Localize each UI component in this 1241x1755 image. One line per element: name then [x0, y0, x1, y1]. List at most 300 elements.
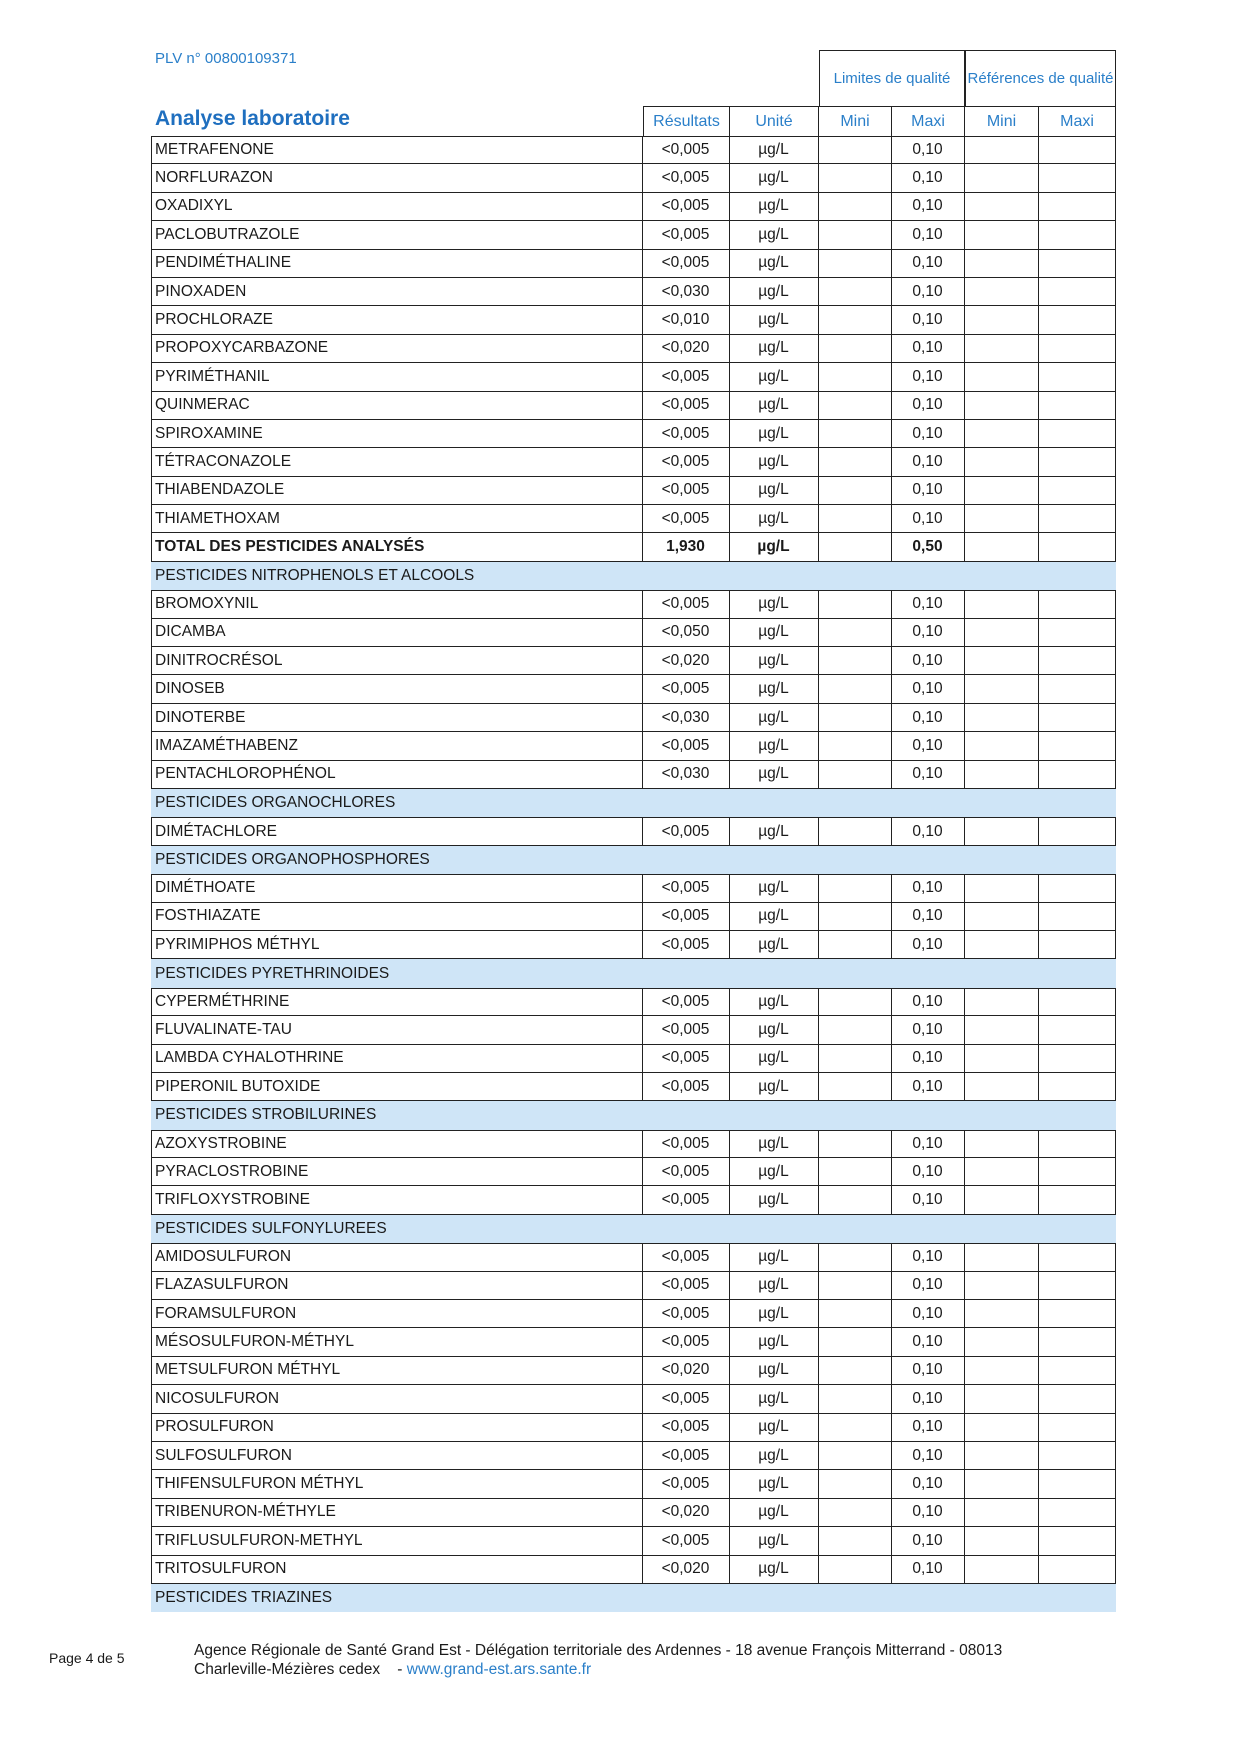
table-row — [151, 1073, 1116, 1101]
table-row — [151, 732, 1116, 760]
ref-max-cell — [1039, 619, 1116, 646]
col-limites-maxi: Maxi — [892, 106, 965, 136]
table-row — [151, 1442, 1116, 1470]
ref-max-cell — [1039, 591, 1116, 617]
parameter-name-cell: DIMÉTHOATE — [152, 875, 643, 901]
result-cell: <0,005 — [643, 1131, 730, 1157]
unit-cell: µg/L — [730, 420, 819, 447]
limit-min-cell — [819, 1045, 892, 1072]
ref-min-cell — [965, 1045, 1039, 1072]
table-row — [151, 363, 1116, 391]
limit-min-cell — [819, 448, 892, 475]
limit-max-cell: 0,10 — [892, 448, 965, 475]
parameter-name-cell: PROPOXYCARBAZONE — [152, 335, 643, 362]
section-header-label: PESTICIDES ORGANOCHLORES — [155, 794, 396, 812]
table-row — [151, 675, 1116, 703]
ref-max-cell — [1039, 1158, 1116, 1185]
ref-min-cell — [965, 363, 1039, 390]
parameter-name-cell: NORFLURAZON — [152, 164, 643, 191]
table-row — [151, 874, 1116, 902]
unit-cell: µg/L — [730, 675, 819, 702]
limit-min-cell — [819, 363, 892, 390]
limit-max-cell: 0,10 — [892, 1244, 965, 1270]
limit-min-cell — [819, 1131, 892, 1157]
col-refs-mini: Mini — [965, 106, 1039, 136]
unit-cell: µg/L — [730, 1527, 819, 1554]
limit-max-cell: 0,10 — [892, 1357, 965, 1384]
limit-min-cell — [819, 989, 892, 1015]
limit-max-cell: 0,10 — [892, 363, 965, 390]
parameter-name-cell: PYRIMIPHOS MÉTHYL — [152, 931, 643, 958]
limit-max-cell: 0,10 — [892, 931, 965, 958]
footer-line-2 — [194, 1660, 1002, 1679]
result-cell: <0,005 — [643, 1186, 730, 1213]
ref-min-cell — [965, 619, 1039, 646]
ref-min-cell — [965, 1244, 1039, 1270]
parameter-name-cell: AZOXYSTROBINE — [152, 1131, 643, 1157]
result-cell: <0,020 — [643, 647, 730, 674]
table-row — [151, 704, 1116, 732]
unit-cell: µg/L — [730, 647, 819, 674]
parameter-name-cell: PENTACHLOROPHÉNOL — [152, 761, 643, 788]
limit-min-cell — [819, 732, 892, 759]
total-row — [151, 533, 1116, 561]
parameter-name-cell: METSULFURON MÉTHYL — [152, 1357, 643, 1384]
ref-max-cell — [1039, 989, 1116, 1015]
section-header-label: PESTICIDES TRIAZINES — [155, 1589, 333, 1607]
limit-max-cell: 0,10 — [892, 1300, 965, 1327]
ref-max-cell — [1039, 363, 1116, 390]
unit-cell: µg/L — [730, 250, 819, 277]
unit-cell: µg/L — [730, 1357, 819, 1384]
unit-cell: µg/L — [730, 1244, 819, 1270]
table-row — [151, 931, 1116, 959]
limit-max-cell: 0,10 — [892, 675, 965, 702]
limit-max-cell: 0,10 — [892, 420, 965, 447]
limit-max-cell: 0,10 — [892, 1073, 965, 1100]
ref-min-cell — [965, 675, 1039, 702]
ref-max-cell — [1039, 875, 1116, 901]
unit-cell: µg/L — [730, 704, 819, 731]
parameter-name-cell: METRAFENONE — [152, 137, 643, 163]
limit-max-cell: 0,10 — [892, 989, 965, 1015]
result-cell: <0,005 — [643, 675, 730, 702]
unit-cell: µg/L — [730, 193, 819, 220]
parameter-name-cell: CYPERMÉTHRINE — [152, 989, 643, 1015]
parameter-name-cell: TRIFLUSULFURON-METHYL — [152, 1527, 643, 1554]
ref-min-cell — [965, 732, 1039, 759]
col-unite: Unité — [730, 106, 819, 136]
footer-line-1: Agence Régionale de Santé Grand Est - Délégation territoriale des Ardennes - 18 avenue François Mitterrand - 08013 — [194, 1642, 1003, 1659]
limit-max-cell: 0,10 — [892, 903, 965, 930]
limit-max-cell: 0,10 — [892, 1186, 965, 1213]
unit-cell: µg/L — [730, 477, 819, 504]
result-cell: <0,030 — [643, 704, 730, 731]
parameter-name-cell: NICOSULFURON — [152, 1385, 643, 1412]
table-row — [151, 1470, 1116, 1498]
parameter-name-cell: PIPERONIL BUTOXIDE — [152, 1073, 643, 1100]
col-limites-mini: Mini — [819, 106, 892, 136]
ref-max-cell — [1039, 732, 1116, 759]
unit-cell: µg/L — [730, 1272, 819, 1299]
unit-cell: µg/L — [730, 1186, 819, 1213]
limit-min-cell — [819, 931, 892, 958]
table-row — [151, 1016, 1116, 1044]
table-row — [151, 988, 1116, 1016]
ref-max-cell — [1039, 704, 1116, 731]
limit-min-cell — [819, 675, 892, 702]
limit-min-cell — [819, 1414, 892, 1441]
limit-min-cell — [819, 533, 892, 560]
ref-max-cell — [1039, 392, 1116, 419]
unit-cell: µg/L — [730, 591, 819, 617]
result-cell: <0,030 — [643, 761, 730, 788]
result-cell: <0,005 — [643, 1300, 730, 1327]
ref-min-cell — [965, 1414, 1039, 1441]
ref-max-cell — [1039, 306, 1116, 333]
analysis-table — [151, 136, 1116, 1612]
footer-address — [194, 1641, 1002, 1679]
unit-cell: µg/L — [730, 1045, 819, 1072]
limit-min-cell — [819, 761, 892, 788]
limit-min-cell — [819, 1442, 892, 1469]
parameter-name-cell: TÉTRACONAZOLE — [152, 448, 643, 475]
table-row — [151, 647, 1116, 675]
unit-cell: µg/L — [730, 761, 819, 788]
limit-max-cell: 0,10 — [892, 1328, 965, 1355]
unit-cell: µg/L — [730, 137, 819, 163]
parameter-name-cell: DIMÉTACHLORE — [152, 818, 643, 844]
parameter-name-cell: SULFOSULFURON — [152, 1442, 643, 1469]
limit-min-cell — [819, 420, 892, 447]
ref-max-cell — [1039, 1442, 1116, 1469]
ref-max-cell — [1039, 1131, 1116, 1157]
ref-min-cell — [965, 250, 1039, 277]
result-cell: <0,005 — [643, 392, 730, 419]
result-cell: <0,005 — [643, 1527, 730, 1554]
limit-max-cell: 0,10 — [892, 818, 965, 844]
parameter-name-cell: QUINMERAC — [152, 392, 643, 419]
ref-min-cell — [965, 1073, 1039, 1100]
ref-max-cell — [1039, 1499, 1116, 1526]
table-row — [151, 505, 1116, 533]
ref-max-cell — [1039, 1556, 1116, 1583]
limit-min-cell — [819, 306, 892, 333]
limit-min-cell — [819, 392, 892, 419]
limit-max-cell: 0,10 — [892, 278, 965, 305]
limit-max-cell: 0,10 — [892, 619, 965, 646]
result-cell: <0,005 — [643, 1045, 730, 1072]
table-row — [151, 1045, 1116, 1073]
limit-max-cell: 0,10 — [892, 1414, 965, 1441]
table-row — [151, 278, 1116, 306]
limit-max-cell: 0,10 — [892, 1470, 965, 1497]
limit-min-cell — [819, 1470, 892, 1497]
parameter-name-cell: FOSTHIAZATE — [152, 903, 643, 930]
parameter-name-cell: PINOXADEN — [152, 278, 643, 305]
section-header-label: PESTICIDES SULFONYLUREES — [155, 1220, 387, 1238]
unit-cell: µg/L — [730, 505, 819, 532]
limit-min-cell — [819, 875, 892, 901]
table-row — [151, 306, 1116, 334]
limit-min-cell — [819, 591, 892, 617]
limit-max-cell: 0,10 — [892, 505, 965, 532]
table-row — [151, 1357, 1116, 1385]
table-row — [151, 250, 1116, 278]
ref-min-cell — [965, 1499, 1039, 1526]
unit-cell: µg/L — [730, 164, 819, 191]
table-row — [151, 1328, 1116, 1356]
limit-max-cell: 0,10 — [892, 1527, 965, 1554]
ref-min-cell — [965, 306, 1039, 333]
parameter-name-cell: BROMOXYNIL — [152, 591, 643, 617]
parameter-name-cell: PYRACLOSTROBINE — [152, 1158, 643, 1185]
limit-min-cell — [819, 221, 892, 248]
ref-min-cell — [965, 647, 1039, 674]
ref-max-cell — [1039, 477, 1116, 504]
limit-min-cell — [819, 1300, 892, 1327]
result-cell: <0,005 — [643, 1328, 730, 1355]
ref-min-cell — [965, 420, 1039, 447]
parameter-name-cell: FLUVALINATE-TAU — [152, 1016, 643, 1043]
ref-max-cell — [1039, 1073, 1116, 1100]
limit-min-cell — [819, 1527, 892, 1554]
limit-max-cell: 0,10 — [892, 250, 965, 277]
table-row — [151, 619, 1116, 647]
table-row — [151, 1556, 1116, 1584]
table-row — [151, 477, 1116, 505]
ref-min-cell — [965, 1357, 1039, 1384]
limit-min-cell — [819, 477, 892, 504]
result-cell: <0,005 — [643, 903, 730, 930]
website-link[interactable]: www.grand-est.ars.sante.fr — [406, 1661, 592, 1678]
unit-cell: µg/L — [730, 1016, 819, 1043]
section-title: Analyse laboratoire — [155, 107, 350, 130]
parameter-name-cell: DICAMBA — [152, 619, 643, 646]
ref-min-cell — [965, 818, 1039, 844]
parameter-name-cell: IMAZAMÉTHABENZ — [152, 732, 643, 759]
ref-min-cell — [965, 278, 1039, 305]
table-row — [151, 903, 1116, 931]
ref-min-cell — [965, 335, 1039, 362]
result-cell: <0,005 — [643, 164, 730, 191]
ref-max-cell — [1039, 1385, 1116, 1412]
ref-min-cell — [965, 193, 1039, 220]
limit-max-cell: 0,10 — [892, 164, 965, 191]
ref-min-cell — [965, 1328, 1039, 1355]
section-header-row — [151, 1215, 1116, 1243]
limit-max-cell: 0,10 — [892, 647, 965, 674]
result-cell: <0,005 — [643, 363, 730, 390]
ref-max-cell — [1039, 137, 1116, 163]
limit-max-cell: 0,10 — [892, 1272, 965, 1299]
limit-min-cell — [819, 1556, 892, 1583]
limit-max-cell: 0,10 — [892, 761, 965, 788]
section-header-row — [151, 562, 1116, 590]
result-cell: <0,005 — [643, 1272, 730, 1299]
result-cell: <0,005 — [643, 420, 730, 447]
unit-cell: µg/L — [730, 533, 819, 560]
limit-min-cell — [819, 1357, 892, 1384]
table-row — [151, 164, 1116, 192]
unit-cell: µg/L — [730, 1442, 819, 1469]
limit-max-cell: 0,10 — [892, 477, 965, 504]
result-cell: <0,005 — [643, 505, 730, 532]
result-cell: <0,005 — [643, 1158, 730, 1185]
ref-min-cell — [965, 989, 1039, 1015]
result-cell: <0,020 — [643, 1556, 730, 1583]
limit-min-cell — [819, 903, 892, 930]
ref-max-cell — [1039, 278, 1116, 305]
parameter-name-cell: PYRIMÉTHANIL — [152, 363, 643, 390]
unit-cell: µg/L — [730, 221, 819, 248]
limit-max-cell: 0,50 — [892, 533, 965, 560]
unit-cell: µg/L — [730, 1470, 819, 1497]
table-row — [151, 221, 1116, 249]
ref-min-cell — [965, 221, 1039, 248]
table-row — [151, 392, 1116, 420]
footer-city: Charleville-Mézières cedex - — [194, 1661, 407, 1678]
ref-max-cell — [1039, 193, 1116, 220]
table-row — [151, 1272, 1116, 1300]
limit-min-cell — [819, 1016, 892, 1043]
limit-min-cell — [819, 647, 892, 674]
limit-min-cell — [819, 619, 892, 646]
ref-max-cell — [1039, 1186, 1116, 1213]
ref-min-cell — [965, 931, 1039, 958]
limit-max-cell: 0,10 — [892, 1016, 965, 1043]
result-cell: <0,005 — [643, 875, 730, 901]
limit-min-cell — [819, 1073, 892, 1100]
table-row — [151, 448, 1116, 476]
limit-min-cell — [819, 1186, 892, 1213]
result-cell: <0,005 — [643, 1414, 730, 1441]
ref-min-cell — [965, 1016, 1039, 1043]
table-row — [151, 817, 1116, 845]
table-row — [151, 1499, 1116, 1527]
limit-max-cell: 0,10 — [892, 732, 965, 759]
limit-max-cell: 0,10 — [892, 1131, 965, 1157]
result-cell: <0,010 — [643, 306, 730, 333]
limit-max-cell: 0,10 — [892, 1556, 965, 1583]
section-header-label: PESTICIDES PYRETHRINOIDES — [155, 964, 390, 982]
ref-min-cell — [965, 903, 1039, 930]
limit-min-cell — [819, 704, 892, 731]
parameter-name-cell: THIFENSULFURON MÉTHYL — [152, 1470, 643, 1497]
table-row — [151, 1414, 1116, 1442]
limit-max-cell: 0,10 — [892, 335, 965, 362]
ref-min-cell — [965, 392, 1039, 419]
limit-min-cell — [819, 1499, 892, 1526]
table-row — [151, 1186, 1116, 1214]
parameter-name-cell: DINITROCRÉSOL — [152, 647, 643, 674]
unit-cell: µg/L — [730, 448, 819, 475]
ref-min-cell — [965, 1527, 1039, 1554]
ref-max-cell — [1039, 1300, 1116, 1327]
unit-cell: µg/L — [730, 1499, 819, 1526]
limit-min-cell — [819, 335, 892, 362]
result-cell: <0,005 — [643, 818, 730, 844]
table-row — [151, 761, 1116, 789]
result-cell: <0,005 — [643, 137, 730, 163]
col-resultats: Résultats — [643, 106, 730, 136]
ref-max-cell — [1039, 448, 1116, 475]
ref-min-cell — [965, 1556, 1039, 1583]
limit-min-cell — [819, 505, 892, 532]
result-cell: <0,005 — [643, 1073, 730, 1100]
section-header-label: PESTICIDES STROBILURINES — [155, 1106, 377, 1124]
table-row — [151, 1243, 1116, 1271]
table-row — [151, 590, 1116, 618]
table-row — [151, 420, 1116, 448]
result-cell: <0,020 — [643, 1357, 730, 1384]
parameter-name-cell: PACLOBUTRAZOLE — [152, 221, 643, 248]
parameter-name-cell: PROSULFURON — [152, 1414, 643, 1441]
ref-min-cell — [965, 1158, 1039, 1185]
unit-cell: µg/L — [730, 989, 819, 1015]
result-cell: <0,005 — [643, 477, 730, 504]
ref-max-cell — [1039, 675, 1116, 702]
unit-cell: µg/L — [730, 732, 819, 759]
section-header-row — [151, 1101, 1116, 1129]
ref-max-cell — [1039, 931, 1116, 958]
result-cell: <0,005 — [643, 1016, 730, 1043]
ref-max-cell — [1039, 250, 1116, 277]
unit-cell: µg/L — [730, 1131, 819, 1157]
parameter-name-cell: FLAZASULFURON — [152, 1272, 643, 1299]
table-row — [151, 1158, 1116, 1186]
unit-cell: µg/L — [730, 1385, 819, 1412]
section-header-row — [151, 1584, 1116, 1612]
table-row — [151, 335, 1116, 363]
ref-min-cell — [965, 704, 1039, 731]
table-row — [151, 1385, 1116, 1413]
limit-max-cell: 0,10 — [892, 193, 965, 220]
limit-min-cell — [819, 1385, 892, 1412]
ref-max-cell — [1039, 1527, 1116, 1554]
limit-max-cell: 0,10 — [892, 875, 965, 901]
result-cell: <0,005 — [643, 448, 730, 475]
limit-max-cell: 0,10 — [892, 306, 965, 333]
limit-min-cell — [819, 164, 892, 191]
result-cell: <0,005 — [643, 1244, 730, 1270]
limit-max-cell: 0,10 — [892, 704, 965, 731]
result-cell: <0,020 — [643, 335, 730, 362]
references-qualite-header: Références de qualité — [965, 50, 1116, 106]
ref-max-cell — [1039, 647, 1116, 674]
unit-cell: µg/L — [730, 1158, 819, 1185]
unit-cell: µg/L — [730, 335, 819, 362]
unit-cell: µg/L — [730, 306, 819, 333]
parameter-name-cell: AMIDOSULFURON — [152, 1244, 643, 1270]
ref-max-cell — [1039, 903, 1116, 930]
limit-min-cell — [819, 1244, 892, 1270]
ref-min-cell — [965, 1385, 1039, 1412]
ref-max-cell — [1039, 1244, 1116, 1270]
section-header-label: PESTICIDES ORGANOPHOSPHORES — [155, 850, 430, 868]
parameter-name-cell: PENDIMÉTHALINE — [152, 250, 643, 277]
ref-max-cell — [1039, 1357, 1116, 1384]
ref-min-cell — [965, 1272, 1039, 1299]
limit-min-cell — [819, 818, 892, 844]
result-cell: <0,005 — [643, 931, 730, 958]
result-cell: <0,005 — [643, 193, 730, 220]
section-header-row — [151, 846, 1116, 874]
parameter-name-cell: OXADIXYL — [152, 193, 643, 220]
limit-min-cell — [819, 193, 892, 220]
result-cell: <0,020 — [643, 1499, 730, 1526]
parameter-name-cell: TRITOSULFURON — [152, 1556, 643, 1583]
